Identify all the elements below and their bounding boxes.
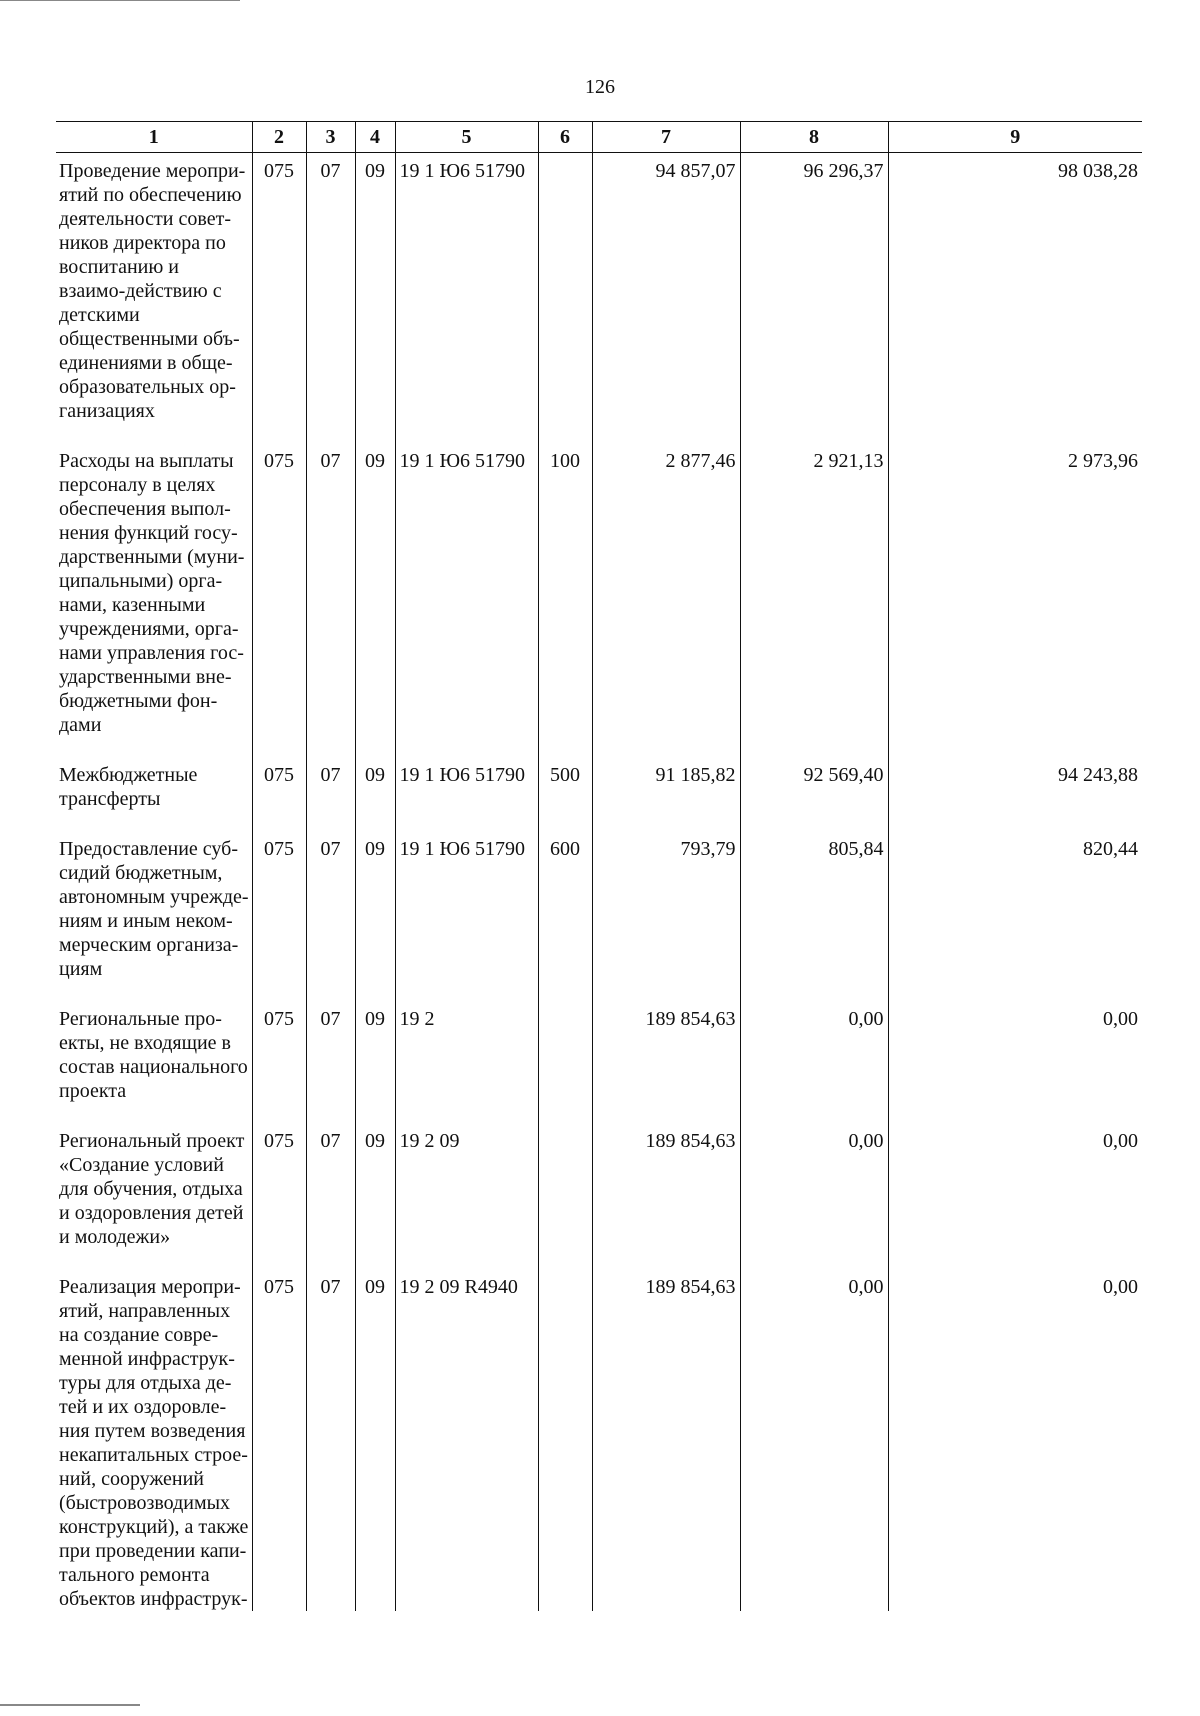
table-row xyxy=(56,1001,1142,1123)
subsection-cell: 09 xyxy=(355,1123,395,1269)
column-header: 5 xyxy=(395,122,538,153)
column-header: 8 xyxy=(740,122,888,153)
section-cell: 07 xyxy=(306,1123,355,1269)
amount-year3-cell: 0,00 xyxy=(888,1001,1142,1123)
amount-year3-cell: 98 038,28 xyxy=(888,153,1142,444)
subsection-cell: 09 xyxy=(355,1269,395,1611)
column-header: 9 xyxy=(888,122,1142,153)
table-row xyxy=(56,443,1142,757)
row-name-cell: Расходы на выплаты персоналу в целях обеспечения выпол-нения функций госу-дарственными (муни-ципальными) орга-нами, казенными учреждениями, орга-нами управления гос-ударственными вне-бюджетными фон-дами xyxy=(59,450,245,736)
column-header: 3 xyxy=(306,122,355,153)
scan-edge-mark xyxy=(0,0,240,1)
amount-year1-cell: 91 185,82 xyxy=(592,757,740,831)
row-name-cell: Региональный проект «Создание условий для обучения, отдыха и оздоровления детей и молодежи» xyxy=(59,1130,245,1248)
section-cell: 07 xyxy=(306,1001,355,1123)
budget-table xyxy=(56,121,1142,1611)
expense-type-cell xyxy=(538,1123,592,1269)
section-cell: 07 xyxy=(306,153,355,444)
table-header-row xyxy=(56,122,1142,153)
target-code-cell: 19 2 xyxy=(395,1001,538,1123)
admin-code-cell: 075 xyxy=(252,153,306,444)
amount-year3-cell: 0,00 xyxy=(888,1123,1142,1269)
subsection-cell: 09 xyxy=(355,153,395,444)
table-row xyxy=(56,1123,1142,1269)
target-code-cell: 19 1 Ю6 51790 xyxy=(395,153,538,444)
section-cell: 07 xyxy=(306,757,355,831)
row-name-cell: Проведение меропри-ятий по обеспечению деятельности совет-ников директора по воспитанию и взаимо-действию с детскими общественными объ-единениями в обще-образовательных ор-ганизациях xyxy=(59,160,246,422)
section-cell: 07 xyxy=(306,831,355,1001)
page-number: 126 xyxy=(585,76,615,98)
admin-code-cell: 075 xyxy=(252,1269,306,1611)
expense-type-cell: 100 xyxy=(538,443,592,757)
amount-year2-cell: 92 569,40 xyxy=(740,757,888,831)
amount-year1-cell: 94 857,07 xyxy=(592,153,740,444)
row-name-cell: Межбюджетные трансферты xyxy=(59,764,198,810)
target-code-cell: 19 2 09 xyxy=(395,1123,538,1269)
amount-year2-cell: 805,84 xyxy=(740,831,888,1001)
amount-year2-cell: 2 921,13 xyxy=(740,443,888,757)
column-header: 4 xyxy=(355,122,395,153)
expense-type-cell: 500 xyxy=(538,757,592,831)
subsection-cell: 09 xyxy=(355,1001,395,1123)
column-header: 1 xyxy=(56,122,252,153)
admin-code-cell: 075 xyxy=(252,1123,306,1269)
table-row xyxy=(56,1269,1142,1611)
target-code-cell: 19 1 Ю6 51790 xyxy=(395,443,538,757)
amount-year3-cell: 820,44 xyxy=(888,831,1142,1001)
amount-year2-cell: 0,00 xyxy=(740,1123,888,1269)
row-name-cell: Реализация меропри-ятий, направленных на создание совре-менной инфраструк-туры для отдыха де-тей и их оздоровле-ния путем возведения некапитальных строе-ний, сооружений (быстровозводимых конструкций), а также при проведении капи-тального ремонта объектов инфраструк- xyxy=(59,1276,249,1610)
subsection-cell: 09 xyxy=(355,443,395,757)
scan-edge-mark xyxy=(0,1704,140,1706)
amount-year2-cell: 96 296,37 xyxy=(740,153,888,444)
column-header: 2 xyxy=(252,122,306,153)
amount-year1-cell: 2 877,46 xyxy=(592,443,740,757)
column-header: 6 xyxy=(538,122,592,153)
amount-year1-cell: 189 854,63 xyxy=(592,1123,740,1269)
column-header: 7 xyxy=(592,122,740,153)
row-name-cell: Предоставление суб-сидий бюджетным, автономным учрежде-ниям и иным неком-мерческим организа-циям xyxy=(59,838,249,980)
expense-type-cell: 600 xyxy=(538,831,592,1001)
admin-code-cell: 075 xyxy=(252,1001,306,1123)
amount-year1-cell: 189 854,63 xyxy=(592,1001,740,1123)
admin-code-cell: 075 xyxy=(252,831,306,1001)
table-row xyxy=(56,831,1142,1001)
admin-code-cell: 075 xyxy=(252,757,306,831)
amount-year2-cell: 0,00 xyxy=(740,1269,888,1611)
table-row xyxy=(56,153,1142,444)
target-code-cell: 19 2 09 R4940 xyxy=(395,1269,538,1611)
section-cell: 07 xyxy=(306,443,355,757)
amount-year1-cell: 189 854,63 xyxy=(592,1269,740,1611)
amount-year1-cell: 793,79 xyxy=(592,831,740,1001)
amount-year3-cell: 0,00 xyxy=(888,1269,1142,1611)
amount-year2-cell: 0,00 xyxy=(740,1001,888,1123)
section-cell: 07 xyxy=(306,1269,355,1611)
amount-year3-cell: 2 973,96 xyxy=(888,443,1142,757)
admin-code-cell: 075 xyxy=(252,443,306,757)
subsection-cell: 09 xyxy=(355,831,395,1001)
amount-year3-cell: 94 243,88 xyxy=(888,757,1142,831)
row-name-cell: Региональные про-екты, не входящие в состав национального проекта xyxy=(59,1008,248,1102)
target-code-cell: 19 1 Ю6 51790 xyxy=(395,757,538,831)
expense-type-cell xyxy=(538,1269,592,1611)
target-code-cell: 19 1 Ю6 51790 xyxy=(395,831,538,1001)
table-row xyxy=(56,757,1142,831)
expense-type-cell xyxy=(538,153,592,444)
expense-type-cell xyxy=(538,1001,592,1123)
subsection-cell: 09 xyxy=(355,757,395,831)
